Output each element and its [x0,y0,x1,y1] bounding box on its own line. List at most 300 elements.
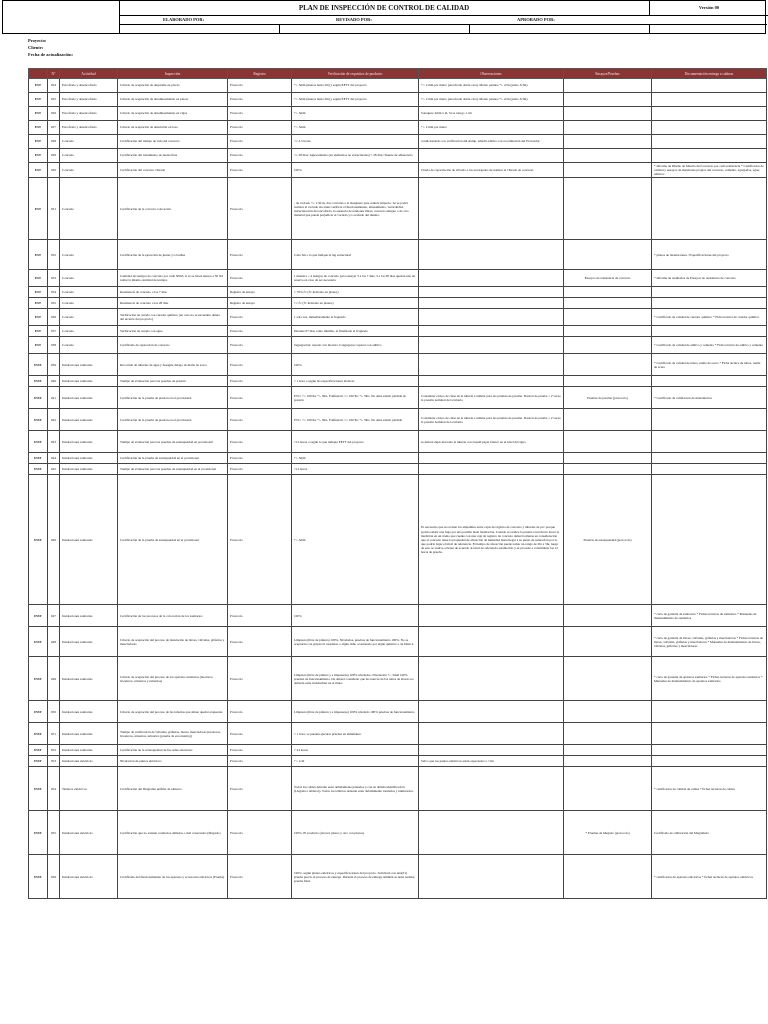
row-activity: Instalaciones sanitarias [60,475,118,605]
row-tests [564,163,652,178]
row-verification: > 24 horas [292,745,419,756]
version-label: Versión 00 [649,1,768,16]
row-record: Protocolo [228,79,292,93]
row-verification: +/- 5mm (menos hasta 3m) y según EETT del proyecto [292,79,419,93]
row-tests [564,178,652,240]
table-row [29,121,767,135]
row-observations [419,376,564,387]
row-number: 050 [48,701,60,723]
row-number: 033 [48,270,60,287]
row-observations [419,178,564,240]
row-number: 028 [48,135,60,149]
col-number: N° [48,69,60,79]
row-verification: PVC: >= 100 lbs +/- 5lbs. Polifusión: >= 100 lbs +/- 5lbs. No debe existir pérdida de presión [292,387,419,409]
row-documentation [652,431,767,453]
row-documentation [652,701,767,723]
row-documentation [652,287,767,298]
row-type: EST [29,326,48,337]
row-activity: Tableros eléctricos [60,767,118,811]
row-number: 055 [48,811,60,855]
row-activity: Instalaciones sanitarias [60,376,118,387]
row-verification: <= 28 días: Aguacemento (en elementos no estructurales) > 28 días: Puente de adherencia [292,149,419,163]
row-inspection: Criterio de aceptación del proceso de los aparatos sanitarios (inodoros, lavaderos, urinarios y urinarios) [118,657,228,701]
row-record: Protocolo [228,326,292,337]
col-type [29,69,48,79]
row-inspection: Certificación de la prueba de presión en el provisional [118,387,228,409]
row-record: Protocolo [228,240,292,270]
row-inspection: Certificación del concreto vibrado [118,163,228,178]
row-inspection: Certificado del funcionamiento de los aparatos y accesorios eléctricos (Prueba) [118,855,228,899]
row-verification: > 70% f'c (f'c indicado en planos) [292,287,419,298]
row-observations: +/- 2 mm por metro (encofrado doble cara). Monto pandeo +/- 2cm (pulso 3cfm) [419,79,564,93]
row-type: EST [29,337,48,354]
col-inspection: Inspección [118,69,228,79]
row-type: EST [29,287,48,298]
row-number: 051 [48,723,60,745]
row-verification: Segregación: reparar con mortero Cangrejeras: reparar con aditivo [292,337,419,354]
row-inspection: Certificación de la prueba de presión en el provisional [118,409,228,431]
row-record: Protocolo [228,387,292,409]
row-documentation: * carta de garantía de sanitarios * Fichas técnicas de sanitarios * Manuales de mantenimiento de sanitarios [652,605,767,627]
row-observations [419,605,564,627]
row-inspection: Certificación de los procesos de la colocación de los sanitarios [118,605,228,627]
row-activity: Encofrado y desencofrado [60,93,118,107]
table-row [29,354,767,376]
row-record: Protocolo [228,93,292,107]
row-type: INST [29,453,48,464]
row-documentation: * carta de garantía de llaves, válvulas, griferías y mezcladoras * Fichas técnicas de llaves, válvulas, griferías y mezcladoras * Manuales de mantenimiento de llaves, válvulas, griferías y mezcladoras [652,627,767,657]
row-documentation [652,107,767,121]
row-record: Protocolo [228,163,292,178]
row-type: EST [29,93,48,107]
row-tests [564,605,652,627]
row-verification: Cada 3m o lo que indique el ing estructural [292,240,419,270]
row-record: Protocolo [228,605,292,627]
row-record: Protocolo [228,270,292,287]
row-type: EST [29,79,48,93]
row-type: INST [29,745,48,756]
row-activity: Concreto [60,337,118,354]
row-tests [564,149,652,163]
row-activity: Concreto [60,135,118,149]
row-type: EST [29,163,48,178]
row-tests [564,745,652,756]
row-record: Protocolo [228,337,292,354]
row-inspection: Criterio de aceptación de desnivelar en losa [118,121,228,135]
table-row [29,376,767,387]
row-inspection: Tiempo de evaluación para las pruebas de presión [118,376,228,387]
row-number: 041 [48,387,60,409]
row-activity: Instalaciones eléctricas [60,855,118,899]
row-inspection: Nivelación de puntos eléctricos [118,756,228,767]
row-inspection: Certificación que no existen conductos dañados o mal conectados (Megado) [118,811,228,855]
row-observations [419,657,564,701]
row-observations [419,287,564,298]
row-number: 040 [48,376,60,387]
col-documentation: Documentación entrega a cabinas [652,69,767,79]
row-tests [564,287,652,298]
row-verification: +/- 5mm [292,121,419,135]
row-record: Protocolo [228,309,292,326]
row-observations [419,309,564,326]
table-row [29,767,767,811]
row-tests: Ensayos de resistencia de concreto [564,270,652,287]
row-inspection: Certificación de la prueba de estanqueidad en el provisional [118,453,228,464]
row-activity: Instalaciones sanitarias [60,627,118,657]
row-record: Protocolo [228,627,292,657]
row-observations [419,701,564,723]
row-verification: > 1 hora, se pueden ejecutar pruebas en simultáneo [292,723,419,745]
row-activity: Concreto [60,298,118,309]
row-record: Protocolo [228,354,292,376]
row-inspection: Criterio de aceptación de desplome en placas [118,79,228,93]
row-inspection: Tiempo de evaluación para las pruebas de estanqueidad en provisional [118,431,228,453]
row-observations: Es necesario que se revisen los empalmes entre cajas de registro de concreto y tuberías de pvc porque podría existir una fuga por una posible mala instalación. Cuando se realice la prueba e involucre hacer la medición en un tramo que cuente con una caja de registro de concreto deberá tomarse en consideración que el concreto tiene la propiedad de absorción de humedad hasta llegar a su punto de saturación por lo que podría bajar el nivel de referencia. El tiempo de absorción puede tomar un rango de 2hr a 3hr, luego de esto se vuelve a llenar de acuerdo al nivel de referencia establecido y se procede a contabilizar las 12 horas de prueba. [419,475,564,605]
row-number: 042 [48,409,60,431]
row-observations: Salvo que los puntos eléctricos estén espaciados a <1m [419,756,564,767]
row-documentation: * carta de garantía de aparatos sanitarios * Fichas técnicas de aparatos sanitarios * Manuales de mantenimiento de aparatos sanitarios [652,657,767,701]
reviewed-label: REVISADO POR: [336,17,372,22]
row-type: INST [29,627,48,657]
table-row [29,79,767,93]
row-tests [564,135,652,149]
approved-label: APROBADO POR: [517,17,555,22]
row-inspection: Certificación de la ejecución de juntas y/o bruñas [118,240,228,270]
table-row [29,149,767,163]
table-row [29,745,767,756]
row-activity: Concreto [60,149,118,163]
row-documentation: * certificados de calidad de cables * fichas técnicas de cables [652,767,767,811]
table-row [29,240,767,270]
row-tests [564,464,652,475]
row-documentation [652,475,767,605]
row-inspection: Cantidad de testigos de concreto por cada 50m3, si es se hicen menos a 50 m3 tomar la misma cantidad de testigos [118,270,228,287]
row-number: 045 [48,464,60,475]
row-inspection: Certificación del Diagrama unifilar de tableros [118,767,228,811]
row-activity: Instalaciones sanitarias [60,387,118,409]
row-activity: Instalaciones sanitarias [60,701,118,723]
row-documentation [652,723,767,745]
row-type: INST [29,605,48,627]
row-observations [419,855,564,899]
row-record: Protocolo [228,767,292,811]
row-verification: 100% [292,605,419,627]
row-activity: Instalaciones sanitarias [60,453,118,464]
row-verification: 100%. El producto (sin tres plazos y otro con plazos) [292,811,419,855]
row-record: Protocolo [228,723,292,745]
row-inspection: Criterio de aceptación del proceso de las tuberías que deben quedar expuestas [118,701,228,723]
row-inspection: Certificación de la prueba de estanqueidad en el provisional [118,475,228,605]
col-activity: Actividad [60,69,118,79]
row-type: INST [29,767,48,811]
update-date-label: Fecha de actualización: [28,52,73,57]
row-observations: Charla de capacitación de vibrado a los encargados de realizar el vibrado de concreto. [419,163,564,178]
table-row [29,855,767,899]
row-number: 025 [48,93,60,107]
row-number: 043 [48,431,60,453]
row-type: INST [29,756,48,767]
row-documentation [652,756,767,767]
row-observations: se deberá dejar marcado la tubería con Liquid paper blanco en el nivel del agua [419,431,564,453]
row-tests [564,326,652,337]
signature-boxes [119,24,767,34]
table-row [29,326,767,337]
row-number: 034 [48,287,60,298]
row-record: Protocolo [228,149,292,163]
row-tests [564,431,652,453]
col-observations: Observaciones [419,69,564,79]
row-number: 054 [48,767,60,811]
row-verification: Limpieza (libre de pintura y e impurezas) 100% nivelado 100% pruebas de funcionamiento [292,701,419,723]
row-observations [419,723,564,745]
row-activity: Concreto [60,326,118,337]
row-verification: +/- 5mm [292,475,419,605]
col-verification: Verificación de requisitos de producto [292,69,419,79]
row-type: INST [29,409,48,431]
row-number: 031 [48,178,60,240]
row-activity: Concreto [60,240,118,270]
table-row [29,627,767,657]
row-documentation [652,453,767,464]
table-row [29,270,767,287]
row-tests [564,657,652,701]
row-inspection: Criterio de aceptación de desalineamiento en vigas [118,107,228,121]
row-activity: Encofrado y desencofrado [60,121,118,135]
row-record: Protocolo [228,745,292,756]
row-number: 039 [48,354,60,376]
row-number: 024 [48,79,60,93]
row-documentation: * Certificado de calidad de curador químico * Ficha técnica de curador químico [652,309,767,326]
row-verification: Limpieza (libre de pintura y e impurezas) 100% nivelados, Nivelación +/- 5mm 100% pruebas de funcionamiento. De deberá considerar que las tuercas de los tubos de abasto no deberán estar moldeables en el muro. [292,657,419,701]
table-row [29,453,767,464]
row-documentation: Certificado de calibración del Megómetro [652,811,767,855]
col-record: Registro [228,69,292,79]
row-tests [564,723,652,745]
row-documentation [652,93,767,107]
table-row [29,605,767,627]
row-inspection: Criterio de aceptación de desalineamiento en placas [118,93,228,107]
row-verification: >= f'c (f'c indicado en planos) [292,298,419,309]
row-activity: Concreto [60,309,118,326]
row-record: Protocolo [228,811,292,855]
row-number: 052 [48,745,60,756]
row-type: INST [29,431,48,453]
row-observations [419,326,564,337]
row-type: INST [29,387,48,409]
row-observations: +/- 2 mm por metro (encofrado doble cara). Monto pandeo +/- 2cm (pulso 3cfm) [419,93,564,107]
row-verification: <= 2.5 horas [292,135,419,149]
row-number: 047 [48,605,60,627]
table-row [29,93,767,107]
row-verification: 1 muestra = 4 testigos de concreto para ensayar 3 a los 7 días, 3 a los 28 días quedan uno en reserva en caso de ser necesario [292,270,419,287]
row-type: EST [29,240,48,270]
row-verification: >12 horas [292,464,419,475]
row-type: EST [29,309,48,326]
row-number: 056 [48,855,60,899]
row-record: Protocolo [228,121,292,135]
row-observations [419,270,564,287]
table-row [29,107,767,121]
row-documentation: * Certificado de calidad de aditivo y cemento * Ficha técnica de aditivo y cemento [652,337,767,354]
row-record: Protocolo [228,135,292,149]
row-activity: Encofrado y desencofrado [60,107,118,121]
row-number: 027 [48,121,60,135]
row-observations [419,354,564,376]
row-type: EST [29,135,48,149]
row-number: 030 [48,163,60,178]
table-body [29,79,767,899]
table-row [29,657,767,701]
row-inspection: Certificación del tratamiento de juntas frías [118,149,228,163]
row-type: EST [29,121,48,135]
row-tests [564,855,652,899]
row-record: Registro de ensayo [228,298,292,309]
project-meta [28,37,73,58]
row-observations [419,745,564,756]
row-documentation [652,326,767,337]
logo-cell [3,1,120,34]
row-number: 026 [48,107,60,121]
row-tests [564,453,652,464]
row-activity: Instalaciones sanitarias [60,723,118,745]
row-activity: Instalaciones sanitarias [60,354,118,376]
row-observations: Considerar el tipo de clase de la tubería a utilizar para las pruebas de presión. Presión de prueba = 2 veces la presión nominal de la tubería [419,409,564,431]
row-inspection: Certificación de la correcta colocación [118,178,228,240]
project-label: Proyecto: [28,38,47,43]
row-documentation: * Certificado de calidad de tubos, ruella de acero * Ficha técnica de tubos, ruella de acero [652,354,767,376]
row-inspection: Tiempo de verificación de válvulas, griferías, llaves, mezcladoras (inodoros, lavaderos, urinarios, urinarios (prueba de escorrentía)) [118,723,228,745]
row-record: Protocolo [228,464,292,475]
table-row [29,811,767,855]
row-tests: * Pruebas de Megado (protocolo) [564,811,652,855]
row-tests [564,701,652,723]
row-documentation: * Certificado de calibración de manómetros [652,387,767,409]
row-type: INST [29,354,48,376]
row-type: INST [29,464,48,475]
table-row [29,387,767,409]
row-record: Protocolo [228,376,292,387]
row-tests [564,79,652,93]
table-row [29,337,767,354]
row-documentation [652,298,767,309]
inspection-table [28,68,767,899]
row-type: INST [29,723,48,745]
row-verification: 1 sola vez, inmediatamente al fraguado [292,309,419,326]
row-inspection: Resistencia de concreto a los 7 días [118,287,228,298]
table-row [29,163,767,178]
row-observations [419,627,564,657]
row-documentation [652,79,767,93]
row-type: EST [29,149,48,163]
row-documentation [652,178,767,240]
table-row [29,409,767,431]
row-verification: Durante 07 días como mínimo, al finalizado el fraguado [292,326,419,337]
row-number: 029 [48,149,60,163]
row-tests [564,337,652,354]
row-inspection: Resistencia de concreto a los 28 días [118,298,228,309]
table-row [29,135,767,149]
row-activity: Instalaciones sanitarias [60,745,118,756]
table-row [29,178,767,240]
row-tests: Pruebas de presión (protocolo) [564,387,652,409]
row-record: Protocolo [228,107,292,121]
row-tests [564,376,652,387]
row-record: Registro de ensayo [228,287,292,298]
row-record: Protocolo [228,178,292,240]
row-documentation: * Informe de Diseño de Mezcla del Concreto por cada resistencia * Certificados de calidad y ensayos de materiales propios del concreto, cemento, agregados, agua, aditivos [652,163,767,178]
elaborated-signature [119,24,280,34]
row-type: EST [29,298,48,309]
row-number: 035 [48,298,60,309]
row-type: INST [29,376,48,387]
row-activity: Concreto [60,287,118,298]
row-activity: Instalaciones sanitarias [60,431,118,453]
row-activity: Instalaciones sanitarias [60,409,118,431]
row-documentation [652,409,767,431]
row-tests [564,309,652,326]
row-observations [419,767,564,811]
row-record: Protocolo [228,431,292,453]
table-row [29,431,767,453]
row-number: 046 [48,475,60,605]
row-tests [564,354,652,376]
row-activity: Instalaciones sanitarias [60,657,118,701]
row-tests [564,121,652,135]
row-activity: Concreto [60,178,118,240]
row-type: INST [29,657,48,701]
table-row [29,464,767,475]
row-type: EST [29,270,48,287]
row-record: Protocolo [228,409,292,431]
table-row [29,287,767,298]
row-verification: +/- 1cm [292,756,419,767]
row-tests [564,627,652,657]
row-record: Protocolo [228,453,292,464]
row-verification: >12 horas o según lo que indique EETT del proyecto [292,431,419,453]
row-number: 048 [48,627,60,657]
row-observations: condicionando a la verificación del slump. Añadir aditivo con coordinación del Proveedor. [419,135,564,149]
row-inspection: Certificación del tiempo de vida del concreto [118,135,228,149]
row-number: 044 [48,453,60,464]
row-type: INST [29,811,48,855]
page-title: PLAN DE INSPECCIÓN DE CONTROL DE CALIDAD [119,1,649,16]
table-row [29,701,767,723]
row-activity: Instalaciones sanitarias [60,605,118,627]
row-tests [564,298,652,309]
table-row [29,756,767,767]
row-verification: 100% [292,163,419,178]
row-verification: PVC: >= 100 lbs +/- 5lbs. Polifusión: >= 100 lbs +/- 5lbs. No debe existir pérdida [292,409,419,431]
row-observations [419,464,564,475]
row-inspection: Tiempo de evaluación para las pruebas de estanqueidad en el provisional [118,464,228,475]
row-observations [419,149,564,163]
document-header [2,0,766,34]
row-documentation: * Informe de resultados de Ensayos de resistencia de concreto [652,270,767,287]
row-documentation: * planos de instalaciones / Especificaciones del proyecto [652,240,767,270]
row-observations [419,337,564,354]
row-type: INST [29,475,48,605]
row-record: Protocolo [228,855,292,899]
row-tests [564,107,652,121]
row-documentation [652,135,767,149]
row-number: 036 [48,309,60,326]
row-inspection: Verificación de curado con curador químico (en caso no se encuentre dentro del alcance del proyecto) [118,309,228,326]
row-verification: +/- 5mm (menos hasta 3m) y según EETT del proyecto [292,93,419,107]
row-type: INST [29,701,48,723]
row-activity: Concreto [60,163,118,178]
row-activity: Instalaciones eléctricas [60,756,118,767]
row-observations: Considerar el tipo de clase de la tubería a utilizar para las pruebas de presión. Presión de prueba = 2 veces la presión nominal de la tubería [419,387,564,409]
